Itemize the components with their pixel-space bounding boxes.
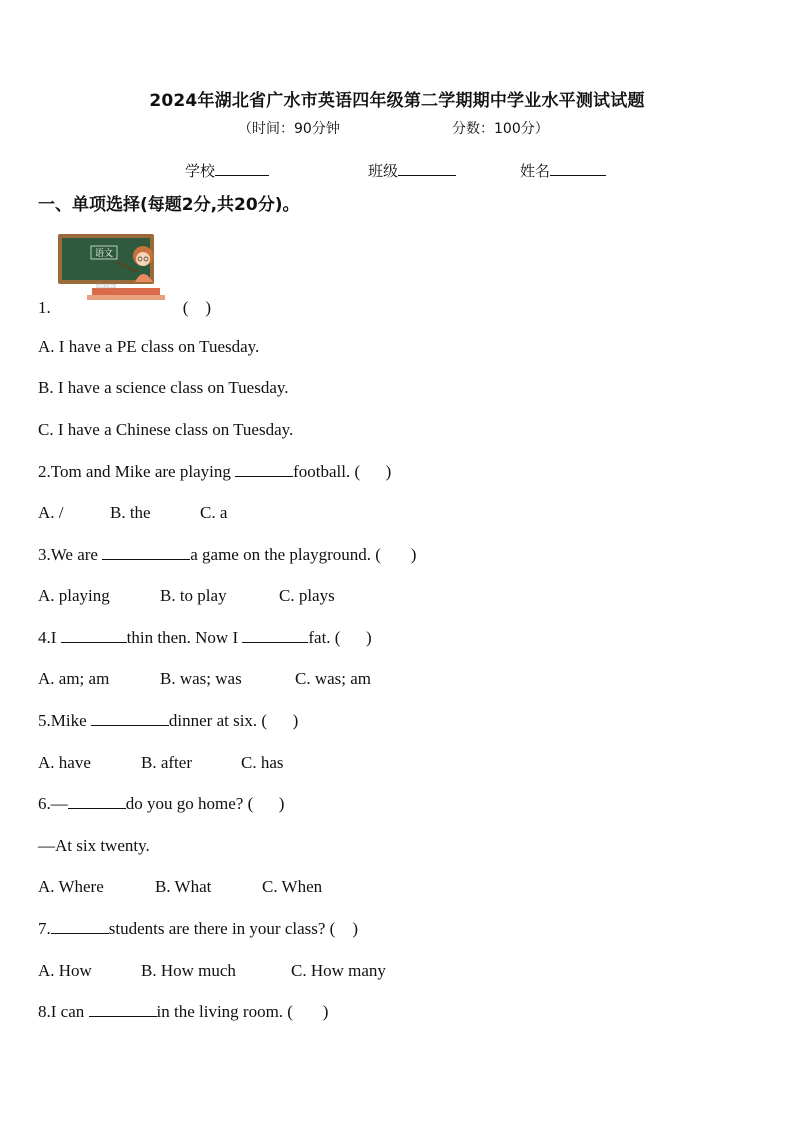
answer-paren[interactable]: ( ) [182,298,212,317]
answer-blank[interactable] [242,628,308,643]
option-4a[interactable]: A. am; am [38,669,110,688]
option-2b[interactable]: B. the [110,503,151,522]
school-label: 学校 [185,162,216,180]
option-7a[interactable]: A. How [38,961,92,980]
question-text: Mike [50,711,91,730]
option-1a[interactable]: A. I have a PE class on Tuesday. [38,337,260,356]
option-6a[interactable]: A. Where [38,877,104,896]
question-1 [38,298,211,318]
option-3c[interactable]: C. plays [279,586,335,605]
class-blank[interactable] [398,161,456,176]
question-text: a game on the playground. ( ) [190,545,417,564]
question-number: 6. [38,794,51,813]
answer-blank[interactable] [89,1002,157,1017]
option-2a[interactable]: A. / [38,503,64,522]
section-heading: 一、单项选择(每题2分,共20分)。 [38,195,300,215]
option-4c[interactable]: C. was; am [295,669,372,688]
blackboard-text: 语文 [94,249,114,259]
question-text: fat. ( ) [308,628,372,647]
name-blank[interactable] [550,161,606,176]
option-6c[interactable]: C. When [262,877,323,896]
option-3b[interactable]: B. to play [160,586,227,605]
question-text: thin then. Now I [126,628,243,647]
answer-blank[interactable] [91,711,169,726]
name-label: 姓名 [520,162,551,180]
answer-blank[interactable] [51,919,109,934]
question-number: 1. [38,298,51,317]
question-number: 4. [38,628,51,647]
question-number: 2. [38,462,51,481]
question-5 [38,711,298,731]
question-6 [38,794,284,814]
option-4b[interactable]: B. was; was [160,669,242,688]
question-7 [38,919,358,939]
exam-score: 分数：100分） [452,121,549,137]
question-text: students are there in your class? ( ) [108,919,358,938]
option-5b[interactable]: B. after [141,753,192,772]
question-3 [38,545,416,565]
option-7b[interactable]: B. How much [141,961,236,980]
answer-line-6: —At six twenty. [38,836,150,855]
question-text: do you go home? ( ) [125,794,285,813]
school-blank[interactable] [215,161,269,176]
option-5a[interactable]: A. have [38,753,91,772]
question-number: 3. [38,545,51,564]
class-label: 班级 [368,162,399,180]
question-text: dinner at six. ( ) [168,711,299,730]
question-8 [38,1002,328,1022]
answer-blank[interactable] [61,628,127,643]
question-text: Tom and Mike are playing [50,462,236,481]
question-2 [38,462,391,482]
question-number: 5. [38,711,51,730]
class-field [368,160,456,181]
question-4 [38,628,372,648]
option-3a[interactable]: A. playing [38,586,110,605]
answer-blank[interactable] [68,794,126,809]
answer-blank[interactable] [235,462,293,477]
exam-time: （时间：90分钟 [238,121,340,137]
name-field [520,160,606,181]
question-text: I can [50,1002,89,1021]
question-text: football. ( ) [293,462,392,481]
question-text: We are [50,545,103,564]
option-1c[interactable]: C. I have a Chinese class on Tuesday. [38,420,294,439]
option-6b[interactable]: B. What [155,877,212,896]
question-text: in the living room. ( ) [156,1002,329,1021]
question-text: I [50,628,61,647]
question-number: 7. [38,919,51,938]
option-2c[interactable]: C. a [200,503,228,522]
option-5c[interactable]: C. has [241,753,284,772]
option-1b[interactable]: B. I have a science class on Tuesday. [38,378,289,397]
page-title: 2024年湖北省广水市英语四年级第二学期期中学业水平测试试题 [149,91,645,111]
option-7c[interactable]: C. How many [291,961,386,980]
answer-blank[interactable] [102,545,190,560]
school-field [185,160,269,181]
question-number: 8. [38,1002,51,1021]
question-text: — [50,794,68,813]
